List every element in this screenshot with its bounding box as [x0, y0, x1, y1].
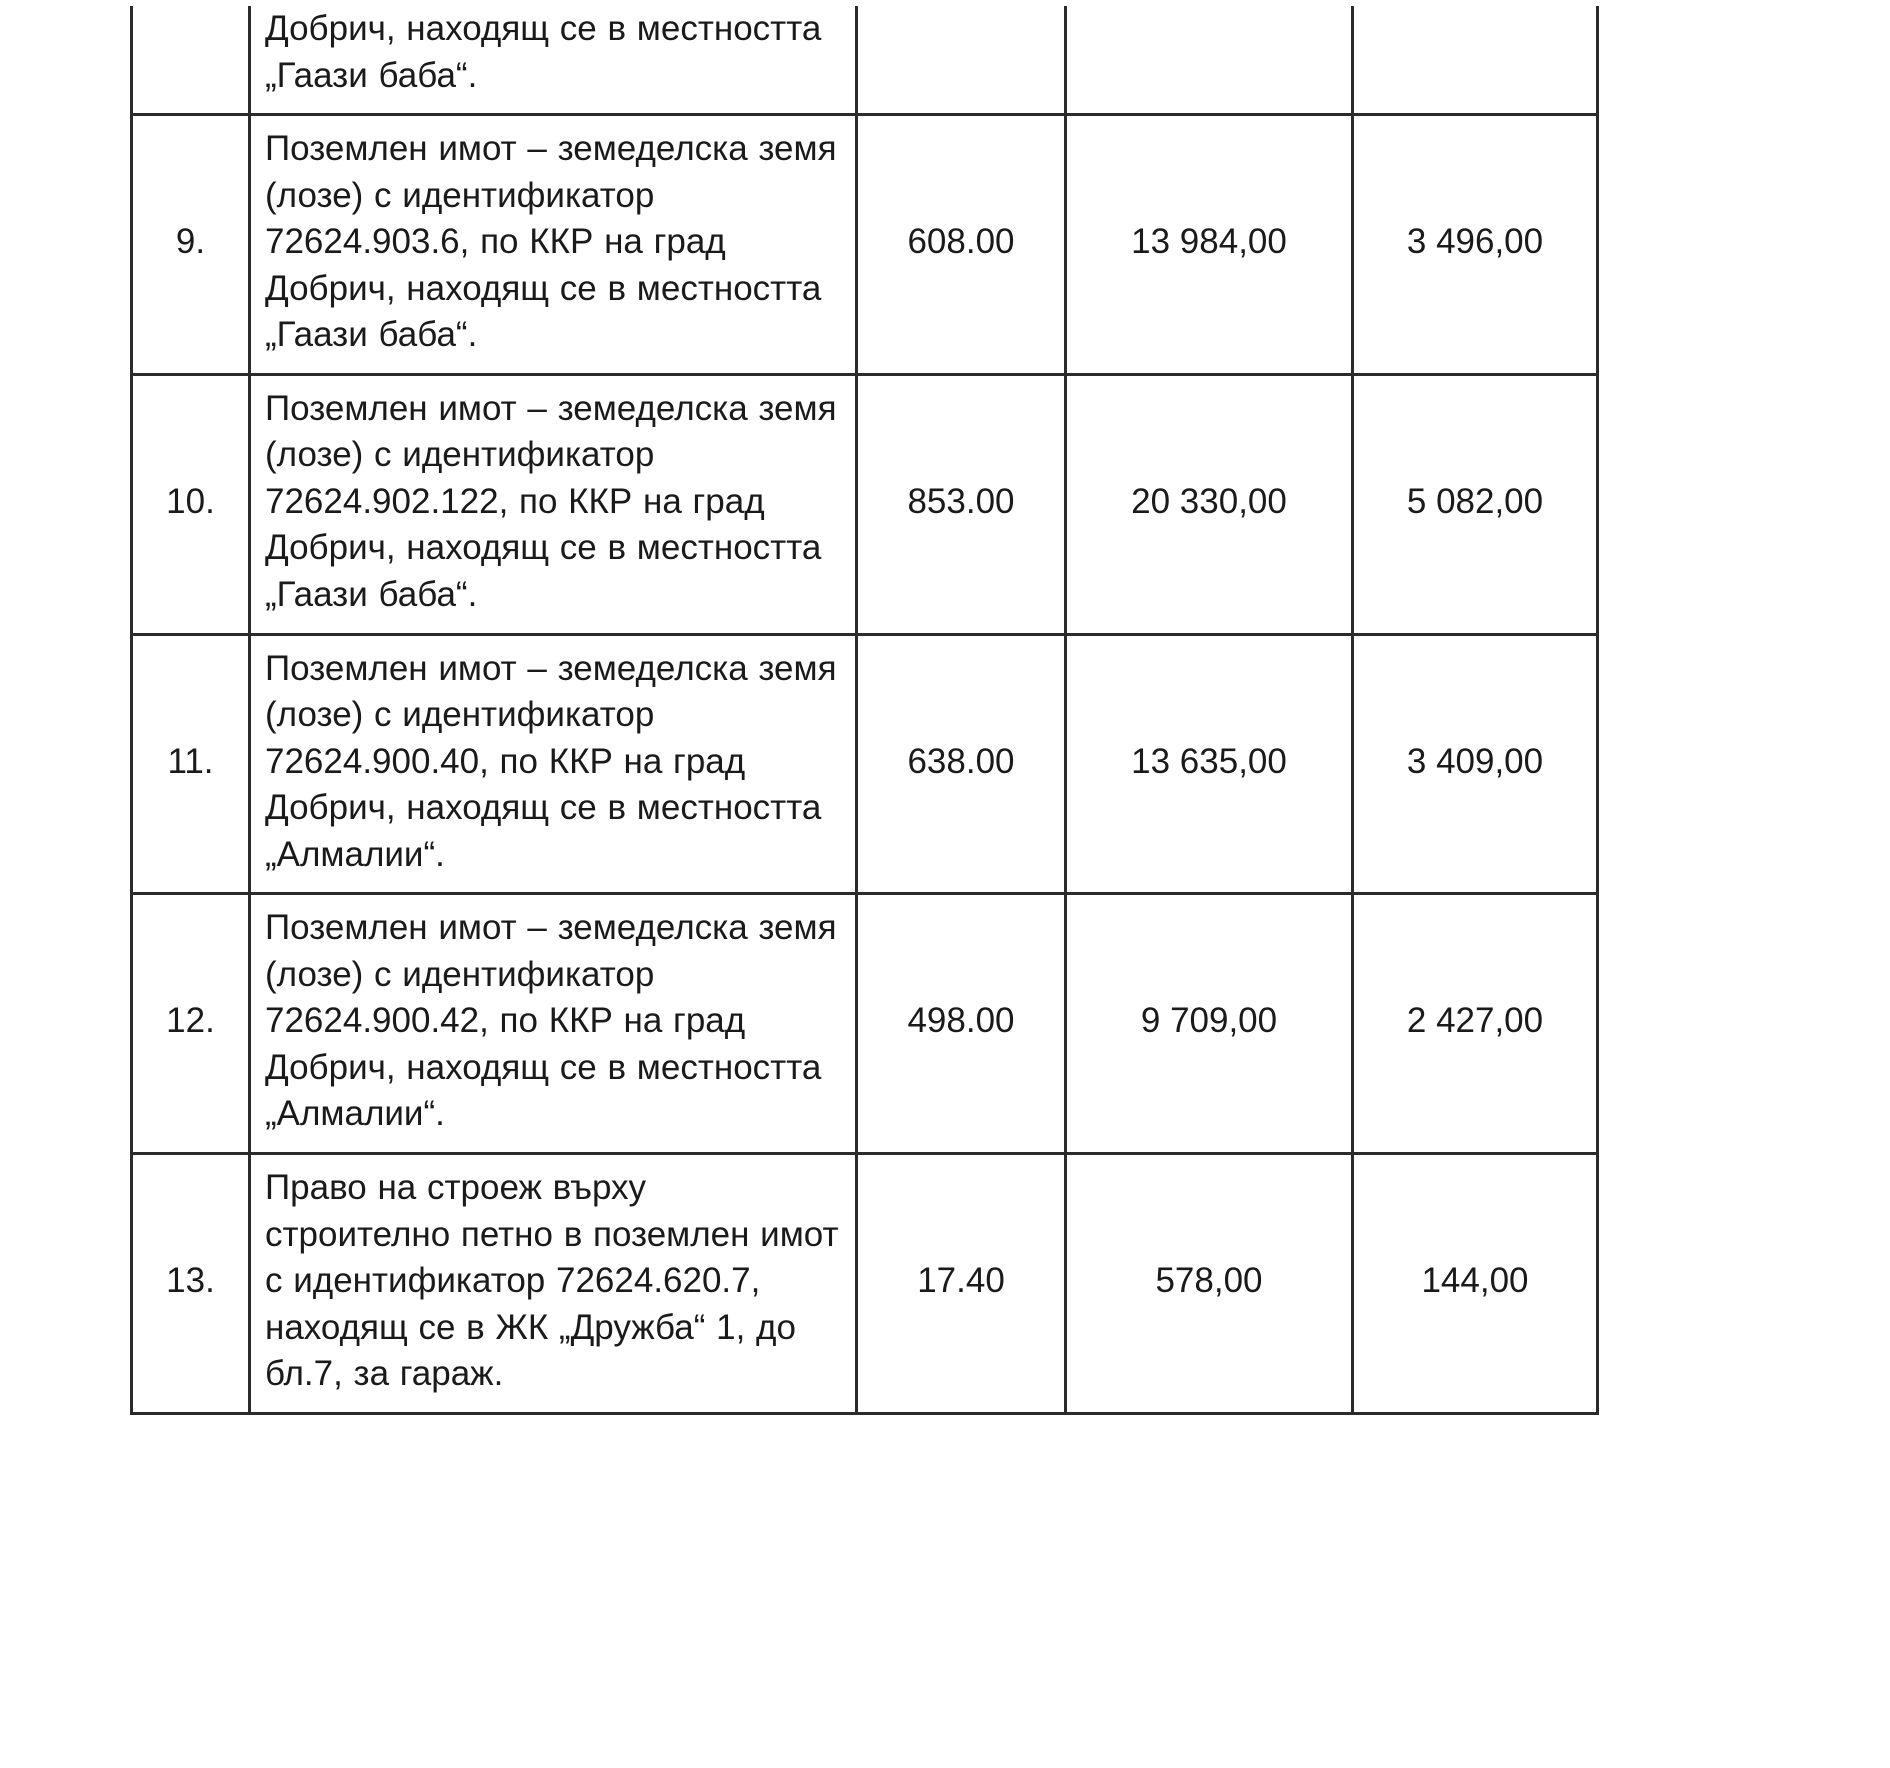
row-value2-cell: 144,00 [1353, 1154, 1598, 1414]
row-description-cell: Добрич, находящ се в местността „Гаази баба“. [250, 6, 857, 115]
row-number-cell: 10. [132, 374, 250, 634]
table-row [132, 1154, 1598, 1414]
row-number-cell: 11. [132, 634, 250, 894]
document-page [0, 6, 1890, 1768]
row-area-cell: 853.00 [857, 374, 1066, 634]
row-number-cell: 13. [132, 1154, 250, 1414]
row-number-cell: 12. [132, 894, 250, 1154]
row-value1-cell: 13 984,00 [1066, 115, 1353, 375]
row-value2-cell: 3 409,00 [1353, 634, 1598, 894]
row-description-cell: Поземлен имот – земеделска земя (лозе) с идентификатор 72624.903.6, по ККР на град Добрич, находящ се в местността „Гаази баба“. [250, 115, 857, 375]
row-number-cell: 9. [132, 115, 250, 375]
row-value1-cell: 578,00 [1066, 1154, 1353, 1414]
row-area-cell: 498.00 [857, 894, 1066, 1154]
table-row [132, 6, 1598, 115]
row-value1-cell: 13 635,00 [1066, 634, 1353, 894]
properties-table [130, 6, 1599, 1415]
row-value2-cell: 5 082,00 [1353, 374, 1598, 634]
row-description-cell: Поземлен имот – земеделска земя (лозе) с идентификатор 72624.902.122, по ККР на град Добрич, находящ се в местността „Гаази баба“. [250, 374, 857, 634]
row-area-cell: 608.00 [857, 115, 1066, 375]
row-value1-cell: 20 330,00 [1066, 374, 1353, 634]
row-value1-cell [1066, 6, 1353, 115]
table-row [132, 894, 1598, 1154]
table-row [132, 115, 1598, 375]
row-description-cell: Право на строеж върху строително петно в поземлен имот с идентификатор 72624.620.7, находящ се в ЖК „Дружба“ 1, до бл.7, за гараж. [250, 1154, 857, 1414]
table-body [132, 6, 1598, 1413]
row-description-cell: Поземлен имот – земеделска земя (лозе) с идентификатор 72624.900.42, по ККР на град Добрич, находящ се в местността „Алмалии“. [250, 894, 857, 1154]
row-description-cell: Поземлен имот – земеделска земя (лозе) с идентификатор 72624.900.40, по ККР на град Добрич, находящ се в местността „Алмалии“. [250, 634, 857, 894]
row-area-cell: 638.00 [857, 634, 1066, 894]
row-value2-cell [1353, 6, 1598, 115]
row-value2-cell: 3 496,00 [1353, 115, 1598, 375]
row-value1-cell: 9 709,00 [1066, 894, 1353, 1154]
row-area-cell [857, 6, 1066, 115]
row-area-cell: 17.40 [857, 1154, 1066, 1414]
table-row [132, 374, 1598, 634]
table-row [132, 634, 1598, 894]
row-value2-cell: 2 427,00 [1353, 894, 1598, 1154]
row-number-cell [132, 6, 250, 115]
